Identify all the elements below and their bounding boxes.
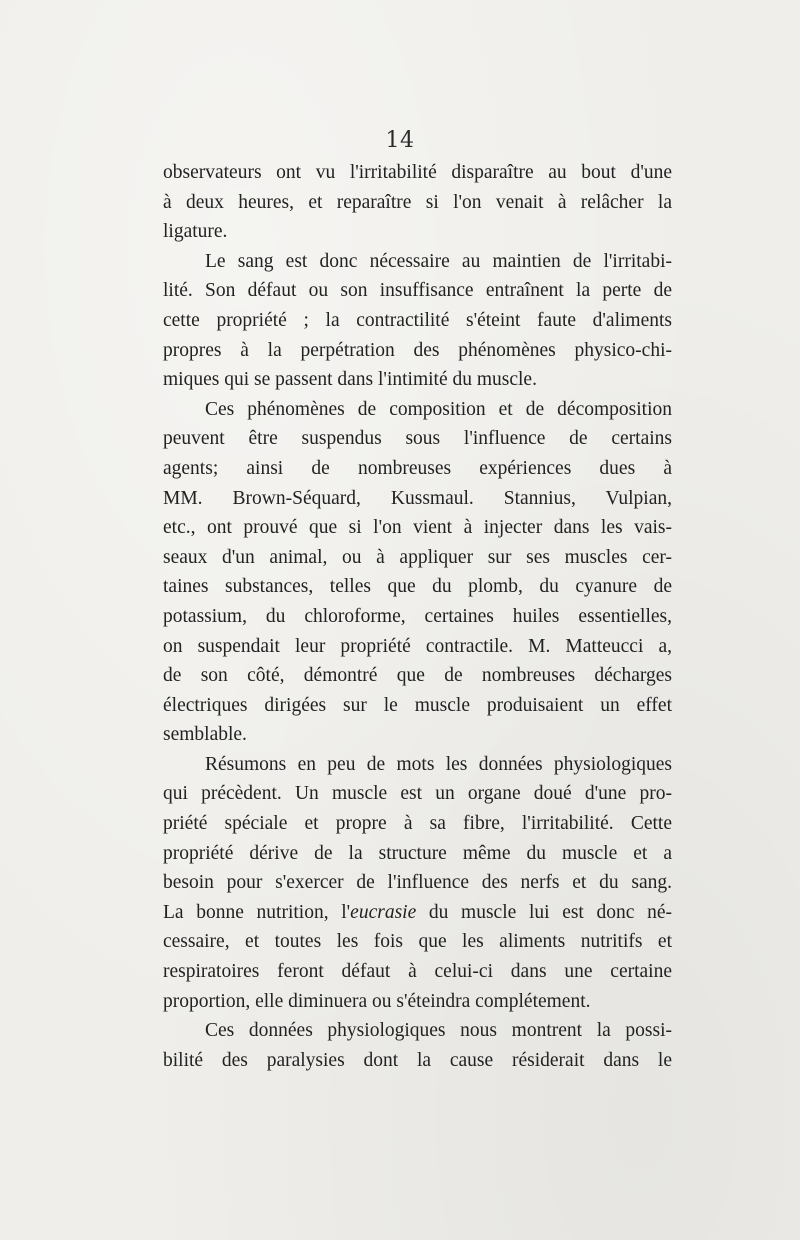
text-line: propriété dérive de la structure même du muscle et a xyxy=(163,842,672,864)
emphasized-term: eucrasie xyxy=(350,901,417,923)
text-line: taines substances, telles que du plomb, du cyanure de xyxy=(163,576,672,598)
text-line: Le sang est donc nécessaire au maintien de l'irritabi- xyxy=(205,250,672,272)
text-line: etc., ont prouvé que si l'on vient à injecter dans les vais- xyxy=(163,517,672,539)
text-line: on suspendait leur propriété contractile. M. Matteucci a, xyxy=(163,635,672,657)
text-line: observateurs ont vu l'irritabilité disparaître au bout d'une xyxy=(163,162,672,183)
text-line: de son côté, démontré que de nombreuses décharges xyxy=(163,665,672,687)
text-line: besoin pour s'exercer de l'influence des nerfs et du sang. xyxy=(163,872,672,894)
text-line: proportion, elle diminuera ou s'éteindra complétement. xyxy=(163,990,591,1012)
text-line: lité. Son défaut ou son insuffisance entraînent la perte de xyxy=(163,280,672,302)
text-line: cette propriété ; la contractilité s'éteint faute d'aliments xyxy=(163,309,672,331)
text-line: peuvent être suspendus sous l'influence de certains xyxy=(163,428,672,450)
text-line: Ces phénomènes de composition et de décomposition xyxy=(205,398,672,420)
text-line: ligature. xyxy=(163,221,228,243)
page-number: 14 xyxy=(385,128,415,153)
text-line: agents; ainsi de nombreuses expériences dues à xyxy=(163,457,672,479)
text-line: Ces données physiologiques nous montrent la possi- xyxy=(205,1020,672,1042)
text-line: Résumons en peu de mots les données physiologiques xyxy=(205,753,672,775)
text-line: qui précèdent. Un muscle est un organe doué d'une pro- xyxy=(163,783,672,805)
text-line: seaux d'un animal, ou à appliquer sur ses muscles cer- xyxy=(163,546,672,568)
text-line: miques qui se passent dans l'intimité du muscle. xyxy=(163,369,537,391)
text-line: propres à la perpétration des phénomènes physico-chi- xyxy=(163,339,672,361)
text-line: potassium, du chloroforme, certaines huiles essentielles, xyxy=(163,605,672,627)
text-line: à deux heures, et reparaître si l'on venait à relâcher la xyxy=(163,191,672,213)
text-line: cessaire, et toutes les fois que les aliments nutritifs et xyxy=(163,931,672,953)
text-line: priété spéciale et propre à sa fibre, l'irritabilité. Cette xyxy=(163,813,672,835)
text-line: bilité des paralysies dont la cause résiderait dans le xyxy=(163,1049,672,1071)
text-line: électriques dirigées sur le muscle produisaient un effet xyxy=(163,694,672,716)
text-line: semblable. xyxy=(163,724,247,746)
text-line: MM. Brown-Séquard, Kussmaul. Stannius, Vulpian, xyxy=(163,487,672,509)
text-line: respiratoires feront défaut à celui-ci dans une certaine xyxy=(163,961,672,983)
body-text xyxy=(163,158,672,1075)
text-line: La bonne nutrition, l'eucrasie du muscle lui est donc né- xyxy=(163,901,672,923)
